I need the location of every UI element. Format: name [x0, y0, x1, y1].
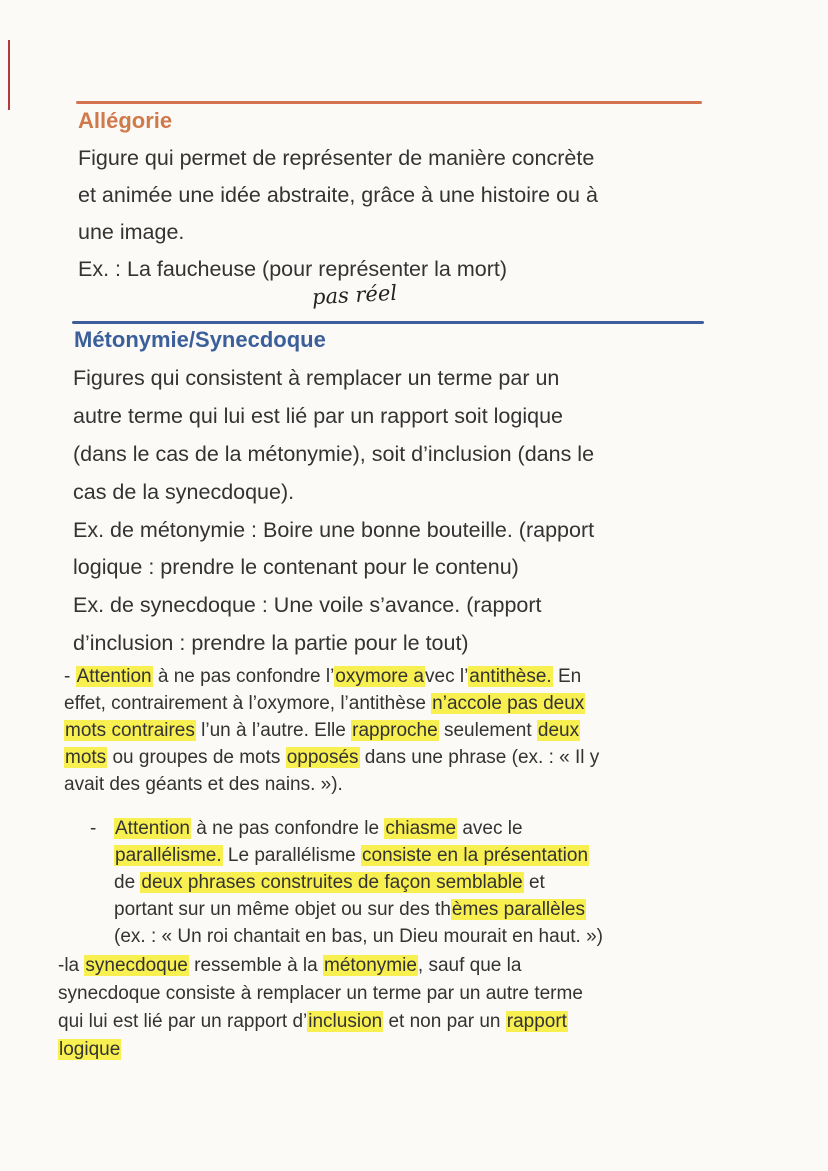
note2-line-1: Attention à ne pas confondre le chiasme avec le [115, 818, 523, 839]
note2-line-2: parallélisme. Le parallélisme consiste en la présentation [115, 845, 589, 866]
highlight: èmes parallèles [451, 899, 585, 920]
metonymie-line-2: autre terme qui lui est lié par un rapport soit logique [73, 404, 563, 428]
highlight: mots [65, 747, 107, 768]
allegorie-line-3: une image. [78, 220, 185, 244]
highlight: deux [537, 720, 580, 741]
highlight: inclusion [308, 1011, 383, 1032]
note3-line-3: qui lui est lié par un rapport d’inclusion et non par un rapport [58, 1011, 567, 1032]
allegorie-line-1: Figure qui permet de représenter de manière concrète [78, 146, 595, 170]
allegorie-line-2: et animée une idée abstraite, grâce à une histoire ou à [78, 183, 598, 207]
allegorie-title: Allégorie [78, 108, 173, 133]
highlight: opposés [286, 747, 359, 768]
note1-line-2: effet, contrairement à l’oxymore, l’antithèse n’accole pas deux [64, 693, 585, 714]
highlight: rapport [506, 1011, 567, 1032]
highlight: oxymore a [335, 666, 424, 687]
metonymie-line-4: cas de la synecdoque). [73, 480, 295, 504]
note2-line-4: portant sur un même objet ou sur des thèmes parallèles [114, 899, 585, 920]
red-margin-edge [8, 40, 10, 110]
highlight: consiste en la présentation [362, 845, 589, 866]
highlight: rapproche [352, 720, 438, 741]
allegorie-divider [76, 101, 702, 104]
note1-line-3: mots contraires l’un à l’autre. Elle rapproche seulement deux [65, 720, 580, 741]
metonymie-line-7: Ex. de synecdoque : Une voile s’avance. (rapport [73, 593, 542, 617]
highlight: logique [59, 1039, 121, 1060]
highlight: mots contraires [65, 720, 195, 741]
metonymie-divider [72, 321, 704, 324]
highlight: Attention [76, 666, 152, 687]
highlight: Attention [115, 818, 190, 839]
highlight: deux phrases construites de façon semblable [141, 872, 523, 893]
metonymie-line-5: Ex. de métonymie : Boire une bonne bouteille. (rapport [73, 518, 595, 542]
metonymie-title: Métonymie/Synecdoque [74, 327, 326, 352]
highlight: métonymie [324, 955, 417, 976]
highlight: n’accole pas deux [432, 693, 585, 714]
metonymie-line-1: Figures qui consistent à remplacer un terme par un [73, 366, 560, 390]
note2-dash: - [90, 818, 97, 839]
highlight: chiasme [385, 818, 457, 839]
allegorie-example: Ex. : La faucheuse (pour représenter la mort) [78, 257, 508, 281]
handwritten-note: pas réel [311, 280, 398, 310]
note3-line-4 [58, 1039, 121, 1061]
note2-line-5: (ex. : « Un roi chantait en bas, un Dieu mourait en haut. ») [114, 926, 603, 947]
metonymie-line-8: d’inclusion : prendre la partie pour le tout) [73, 631, 469, 655]
highlight: parallélisme. [115, 845, 222, 866]
metonymie-line-3: (dans le cas de la métonymie), soit d’inclusion (dans le [73, 442, 595, 466]
highlight: antithèse. [469, 666, 552, 687]
note3-line-1: -la synecdoque ressemble à la métonymie, sauf que la [58, 955, 522, 976]
note3-line-2: synecdoque consiste à remplacer un terme par un autre terme [58, 983, 583, 1004]
note1-line-1: - Attention à ne pas confondre l’oxymore avec l’antithèse. En [64, 666, 582, 687]
highlight: synecdoque [85, 955, 188, 976]
metonymie-line-6: logique : prendre le contenant pour le contenu) [73, 555, 519, 579]
note2-line-3: de deux phrases construites de façon semblable et [114, 872, 545, 893]
note1-line-5: avait des géants et des nains. »). [64, 774, 343, 795]
note1-line-4: mots ou groupes de mots opposés dans une phrase (ex. : « Il y [65, 747, 600, 768]
